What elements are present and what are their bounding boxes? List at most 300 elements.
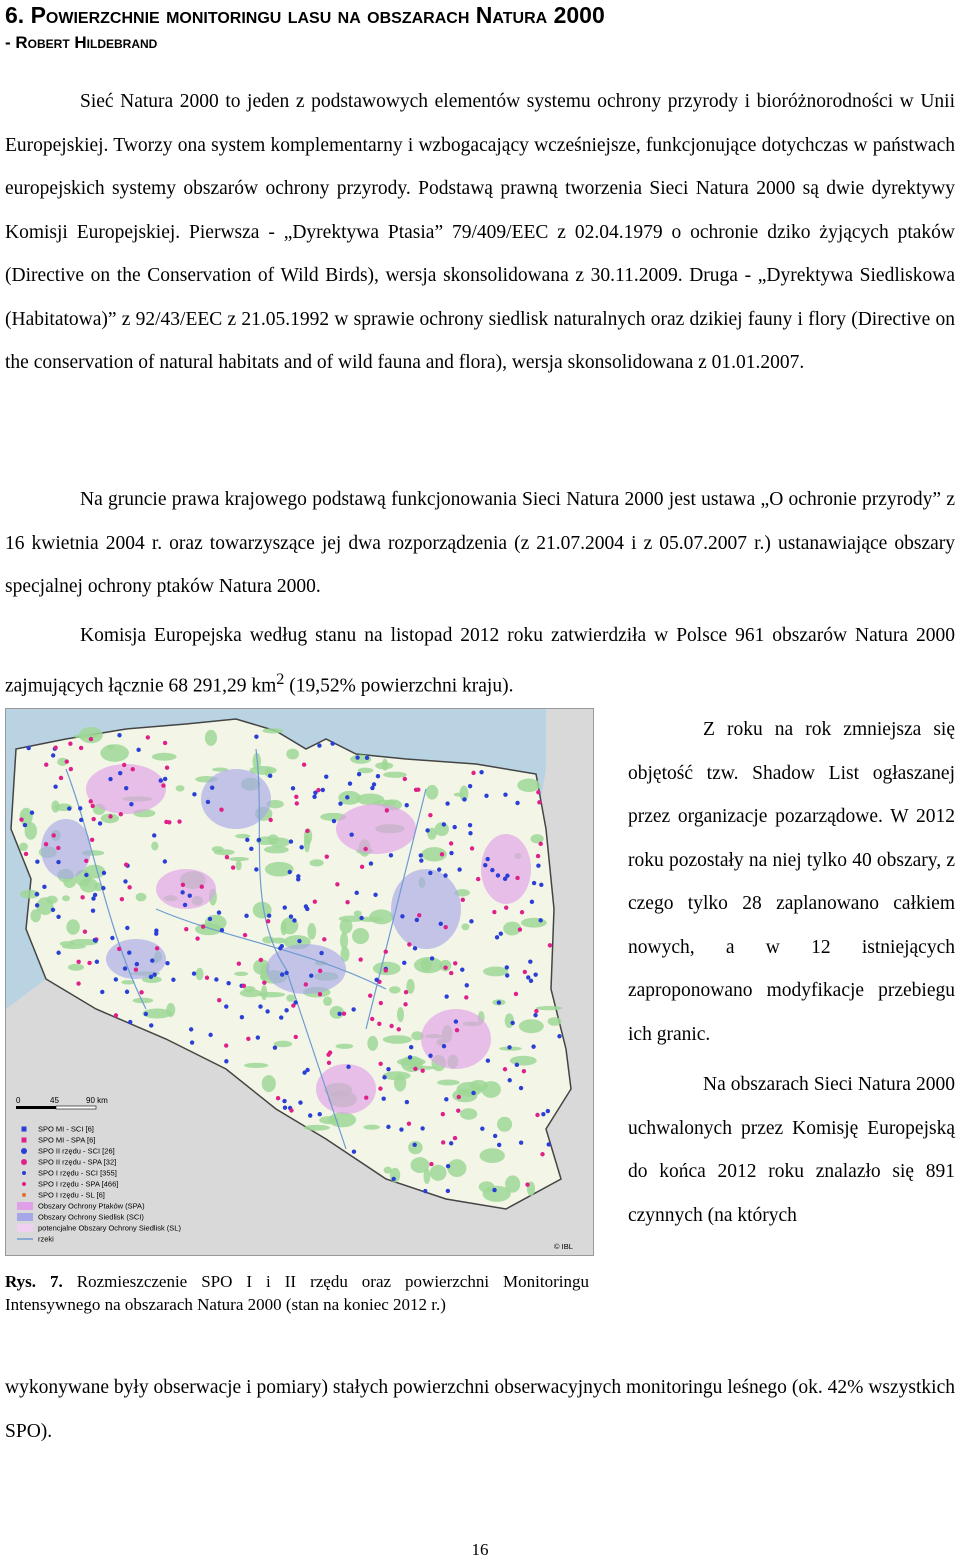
legend-swatch xyxy=(21,1148,27,1154)
spo-point xyxy=(123,879,127,883)
spo-point xyxy=(423,1189,427,1193)
spo-point xyxy=(360,865,364,869)
spo-point xyxy=(321,788,325,792)
spo-point xyxy=(348,781,352,785)
spo-point xyxy=(262,980,266,984)
spo-point xyxy=(405,1100,409,1104)
spo-point xyxy=(440,852,444,856)
spo-point xyxy=(480,1126,484,1130)
legend-swatch xyxy=(17,1202,33,1210)
figure-caption xyxy=(5,1270,589,1316)
spo-point xyxy=(243,933,247,937)
page-number: 16 xyxy=(471,1540,489,1559)
spo-point xyxy=(317,743,321,747)
forest-patch xyxy=(447,1159,466,1177)
spo-point xyxy=(519,1086,523,1090)
forest-patch xyxy=(261,985,267,1000)
spo-point xyxy=(439,922,443,926)
forest-patch xyxy=(100,744,129,762)
spo-point xyxy=(414,788,418,792)
spo-point xyxy=(309,973,313,977)
forest-patch xyxy=(483,966,508,976)
spo-point xyxy=(495,935,499,939)
spo-point xyxy=(256,1035,260,1039)
spo-point xyxy=(449,841,453,845)
spo-point xyxy=(128,1020,132,1024)
spo-point xyxy=(537,800,541,804)
spo-point xyxy=(56,860,60,864)
spo-point xyxy=(337,1012,341,1016)
spo-point xyxy=(108,777,112,781)
spo-point xyxy=(419,858,423,862)
spo-point xyxy=(533,972,537,976)
legend-swatch xyxy=(21,1159,27,1165)
spo-point xyxy=(508,1078,512,1082)
spo-point xyxy=(249,847,253,851)
spo-point xyxy=(294,795,298,799)
spo-point xyxy=(529,979,533,983)
spo-point xyxy=(381,1096,385,1100)
spo-point xyxy=(468,823,472,827)
spo-point xyxy=(483,863,487,867)
spo-point xyxy=(378,1086,382,1090)
spo-point xyxy=(282,1099,286,1103)
forest-patch xyxy=(383,772,407,778)
spo-point xyxy=(505,973,509,977)
spo-point xyxy=(518,927,522,931)
spo-point xyxy=(220,928,224,932)
spo-point xyxy=(316,788,320,792)
spo-point xyxy=(171,978,175,982)
forest-patch xyxy=(229,857,249,861)
chapter-author: - Robert Hildebrand xyxy=(5,33,158,52)
spo-point xyxy=(149,1023,153,1027)
forest-patch xyxy=(106,745,114,749)
spo-point xyxy=(291,786,295,790)
forest-patch xyxy=(410,1157,429,1173)
spo-point xyxy=(402,961,406,965)
forest-patch xyxy=(236,860,242,870)
spo-point xyxy=(91,909,95,913)
spo-point xyxy=(289,914,293,918)
forest-patch xyxy=(479,1181,495,1192)
spo-point xyxy=(455,1028,459,1032)
spo-point xyxy=(165,961,169,965)
paragraph-commission xyxy=(5,614,955,708)
scale-segment-2 xyxy=(56,1106,96,1109)
spo-point xyxy=(535,1113,539,1117)
spo-point xyxy=(91,817,95,821)
spo-point xyxy=(557,1034,561,1038)
legend-label: SPO I rzędu - SCI [355] xyxy=(38,1168,117,1178)
spo-point xyxy=(346,1065,350,1069)
spo-point xyxy=(284,1008,288,1012)
forest-patch xyxy=(505,1013,514,1028)
spo-point xyxy=(452,825,456,829)
spo-point xyxy=(363,847,367,851)
spo-point xyxy=(327,1061,331,1065)
legend-label: SPO I rzędu - SPA [466] xyxy=(38,1179,119,1189)
spo-point xyxy=(114,977,118,981)
spo-point xyxy=(67,806,71,810)
spo-point xyxy=(208,1033,212,1037)
spo-point xyxy=(65,759,69,763)
spo-point xyxy=(217,998,221,1002)
spo-point xyxy=(135,962,139,966)
spo-point xyxy=(520,910,524,914)
spo-point xyxy=(118,771,122,775)
legend-label: SPO II rzędu - SPA [32] xyxy=(38,1157,117,1167)
protected-area xyxy=(41,819,91,879)
spo-point xyxy=(288,870,292,874)
chapter-heading xyxy=(5,0,955,56)
spo-point xyxy=(407,942,411,946)
forest-patch xyxy=(286,749,299,760)
spo-point xyxy=(298,1100,302,1104)
spo-point xyxy=(318,969,322,973)
spo-point xyxy=(373,893,377,897)
spo-point xyxy=(294,1035,298,1039)
spo-point xyxy=(69,767,73,771)
spo-point xyxy=(280,972,284,976)
spo-point xyxy=(345,900,349,904)
spo-point xyxy=(420,1068,424,1072)
spo-point xyxy=(76,960,80,964)
spo-point xyxy=(123,966,127,970)
spo-point xyxy=(200,885,204,889)
spo-point xyxy=(181,883,185,887)
spo-point xyxy=(125,990,129,994)
paragraph-3-end: (19,52% powierzchni kraju). xyxy=(284,675,514,696)
spo-point xyxy=(139,990,143,994)
spo-point xyxy=(355,891,359,895)
spo-point xyxy=(52,833,56,837)
forest-patch xyxy=(68,964,84,971)
spo-point xyxy=(445,801,449,805)
spo-point xyxy=(372,782,376,786)
spo-point xyxy=(318,1112,322,1116)
spo-point xyxy=(296,874,300,878)
spo-point xyxy=(444,925,448,929)
spo-point xyxy=(493,1134,497,1138)
forest-patch xyxy=(205,730,217,746)
spo-point xyxy=(79,818,83,822)
spo-point xyxy=(364,1095,368,1099)
protected-area xyxy=(421,1009,491,1069)
forest-patch xyxy=(244,1063,268,1068)
side-paragraph-2: Na obszarach Sieci Natura 2000 uchwalonych przez Komisję Europejską do końca 2012 roku znalazło się 891 czynnych (na których xyxy=(628,1074,955,1226)
spo-point xyxy=(335,882,339,886)
spo-point xyxy=(149,975,153,979)
spo-point xyxy=(413,1067,417,1071)
spo-point xyxy=(237,961,241,965)
spo-point xyxy=(318,992,322,996)
spo-point xyxy=(254,735,258,739)
spo-point xyxy=(400,914,404,918)
spo-point xyxy=(359,916,363,920)
forest-patch xyxy=(460,1108,477,1119)
spo-point xyxy=(345,795,349,799)
forest-patch xyxy=(481,1081,501,1098)
spo-point xyxy=(146,735,150,739)
spo-point xyxy=(531,1044,535,1048)
spo-point xyxy=(385,808,389,812)
paragraph-2: Na gruncie prawa krajowego podstawą funkcjonowania Sieci Natura 2000 jest ustawa „O ochronie przyrody” z 16 kwietnia 2004 r. oraz towarzyszące jej dwa rozporządzenia (z 21.07.2004 i z 05.07.2007 r.) ustanawiające obszary specjalnej ochrony ptaków Natura 2000. xyxy=(5,489,955,597)
spo-point xyxy=(386,1125,390,1129)
forest-patch xyxy=(519,1019,544,1033)
scale-segment-1 xyxy=(16,1106,56,1109)
spo-point xyxy=(453,1136,457,1140)
spo-point xyxy=(136,748,140,752)
spo-point xyxy=(273,1045,277,1049)
spo-point xyxy=(540,1152,544,1156)
forest-patch xyxy=(62,895,70,901)
spo-point xyxy=(505,965,509,969)
forest-patch xyxy=(367,1036,378,1051)
forest-patch xyxy=(328,1112,356,1127)
spo-point xyxy=(127,885,131,889)
spo-point xyxy=(83,930,87,934)
forest-patch xyxy=(548,1017,562,1026)
spo-point xyxy=(283,1105,287,1109)
spo-point xyxy=(443,965,447,969)
forest-patch xyxy=(336,1044,354,1049)
protected-area xyxy=(481,834,531,904)
spo-point xyxy=(449,851,453,855)
spo-point xyxy=(224,1004,228,1008)
spo-point xyxy=(35,903,39,907)
spo-point xyxy=(124,862,128,866)
spo-point xyxy=(44,842,48,846)
spo-point xyxy=(428,1054,432,1058)
spo-point xyxy=(368,994,372,998)
forest-patch xyxy=(437,1080,460,1086)
spo-point xyxy=(150,958,154,962)
spo-point xyxy=(23,823,27,827)
legend-label: SPO I rzędu - SL [6] xyxy=(38,1190,105,1200)
spo-point xyxy=(461,898,465,902)
spo-point xyxy=(453,961,457,965)
spo-point xyxy=(78,806,82,810)
forest-patch xyxy=(304,1125,330,1131)
spo-point xyxy=(497,1143,501,1147)
spo-point xyxy=(217,910,221,914)
legend-swatch xyxy=(22,1127,27,1132)
spo-point xyxy=(53,746,57,750)
spo-point xyxy=(155,946,159,950)
spo-point xyxy=(231,865,235,869)
forest-patch xyxy=(480,1148,505,1163)
spo-point xyxy=(515,876,519,880)
spo-point xyxy=(443,873,447,877)
forest-patch xyxy=(307,923,316,940)
spo-point xyxy=(417,913,421,917)
spo-point xyxy=(536,863,540,867)
spo-point xyxy=(293,1000,297,1004)
spo-point xyxy=(404,990,408,994)
forest-patch xyxy=(176,785,185,792)
legend-label: rzeki xyxy=(38,1234,54,1244)
spo-point xyxy=(471,771,475,775)
spo-point xyxy=(399,1127,403,1131)
spo-point xyxy=(441,1112,445,1116)
spo-point xyxy=(528,959,532,963)
spo-point xyxy=(522,1069,526,1073)
map-legend xyxy=(14,1121,204,1251)
legend-label: SPO MI - SCI [6] xyxy=(38,1124,94,1134)
spo-point xyxy=(226,981,230,985)
spo-point xyxy=(319,951,323,955)
forest-patch xyxy=(323,996,332,1005)
spo-point xyxy=(485,857,489,861)
spo-point xyxy=(515,801,519,805)
spo-point xyxy=(428,813,432,817)
spo-point xyxy=(125,926,129,930)
spo-point xyxy=(44,763,48,767)
spo-point xyxy=(437,867,441,871)
spo-point xyxy=(428,871,432,875)
spo-point xyxy=(56,951,60,955)
spo-point xyxy=(214,977,218,981)
forest-patch xyxy=(196,968,204,980)
natura-map-figure xyxy=(5,708,594,1256)
spo-point xyxy=(117,947,121,951)
spo-point xyxy=(144,1012,148,1016)
spo-point xyxy=(108,814,112,818)
forest-patch xyxy=(66,919,79,934)
spo-point xyxy=(342,1012,346,1016)
spo-point xyxy=(454,1019,458,1023)
spo-point xyxy=(536,790,540,794)
spo-point xyxy=(534,1009,538,1013)
spo-point xyxy=(24,852,28,856)
spo-point xyxy=(526,975,530,979)
spo-point xyxy=(530,900,534,904)
spo-point xyxy=(192,792,196,796)
spo-point xyxy=(102,871,106,875)
legend-swatch xyxy=(22,1182,26,1186)
spo-point xyxy=(325,855,329,859)
scale-label-0: 0 xyxy=(16,1096,21,1105)
spo-point xyxy=(201,925,205,929)
spo-point xyxy=(163,741,167,745)
forest-patch xyxy=(262,1075,276,1092)
figure-caption-text: Rozmieszczenie SPO I i II rzędu oraz powierzchni Monitoringu Intensywnego na obszarach Natura 2000 (stan na koniec 2012 r.) xyxy=(5,1272,590,1314)
spo-point xyxy=(328,1050,332,1054)
spo-point xyxy=(446,1189,450,1193)
spo-point xyxy=(100,990,104,994)
spo-point xyxy=(258,1004,262,1008)
spo-point xyxy=(449,971,453,975)
spo-point xyxy=(163,777,167,781)
spo-point xyxy=(284,971,288,975)
spo-point xyxy=(449,1141,453,1145)
spo-point xyxy=(279,1015,283,1019)
spo-point xyxy=(389,1024,393,1028)
spo-point xyxy=(265,1009,269,1013)
spo-point xyxy=(98,821,102,825)
spo-point xyxy=(324,775,328,779)
spo-point xyxy=(208,917,212,921)
forest-patch xyxy=(510,1056,537,1066)
spo-point xyxy=(419,853,423,857)
forest-patch xyxy=(60,941,75,946)
spo-point xyxy=(374,978,378,982)
spo-point xyxy=(313,899,317,903)
spo-point xyxy=(30,811,34,815)
spo-point xyxy=(42,885,46,889)
paragraph-law xyxy=(5,478,955,609)
forest-patch xyxy=(267,834,278,844)
spo-point xyxy=(468,831,472,835)
spo-point xyxy=(539,883,543,887)
forest-patch xyxy=(383,1035,412,1044)
spo-point xyxy=(378,1062,382,1066)
forest-patch xyxy=(356,794,384,805)
forest-patch xyxy=(397,1007,404,1022)
forest-patch xyxy=(389,986,401,993)
forest-patch xyxy=(152,753,177,761)
spo-point xyxy=(503,1067,507,1071)
forest-patch xyxy=(354,910,362,916)
spo-point xyxy=(538,918,542,922)
spo-point xyxy=(442,822,446,826)
legend-label: SPO MI - SPA [6] xyxy=(38,1135,96,1145)
scale-label-45: 45 xyxy=(50,1096,59,1105)
spo-point xyxy=(460,968,464,972)
spo-point xyxy=(129,802,133,806)
spo-point xyxy=(457,867,461,871)
spo-point xyxy=(405,803,409,807)
forest-patch xyxy=(271,938,286,944)
map-credit: © IBL xyxy=(554,1242,573,1251)
spo-point xyxy=(114,1013,118,1017)
spo-point xyxy=(152,973,156,977)
forest-patch xyxy=(414,957,443,973)
spo-point xyxy=(84,873,88,877)
spo-point xyxy=(519,1141,523,1145)
spo-point xyxy=(289,1108,293,1112)
spo-point xyxy=(322,937,326,941)
spo-point xyxy=(420,1126,424,1130)
spo-point xyxy=(525,1182,529,1186)
spo-point xyxy=(242,984,246,988)
spo-point xyxy=(87,961,91,965)
spo-point xyxy=(266,919,270,923)
spo-point xyxy=(479,770,483,774)
spo-point xyxy=(312,795,316,799)
forest-patch xyxy=(426,785,438,800)
spo-point xyxy=(444,1097,448,1101)
spo-point xyxy=(462,797,466,801)
spo-point xyxy=(355,755,359,759)
spo-point xyxy=(19,817,23,821)
legend-label: Obszary Ochrony Ptaków (SPA) xyxy=(38,1201,145,1211)
protected-area xyxy=(106,939,166,979)
spo-point xyxy=(163,859,167,863)
spo-point xyxy=(80,895,84,899)
spo-point xyxy=(297,939,301,943)
legend-swatch xyxy=(17,1224,33,1232)
spo-point xyxy=(131,767,135,771)
spo-point xyxy=(177,819,181,823)
spo-point xyxy=(548,943,552,947)
spo-point xyxy=(154,931,158,935)
spo-point xyxy=(289,839,293,843)
spo-point xyxy=(219,807,223,811)
legend-swatch xyxy=(22,1193,26,1197)
spo-point xyxy=(457,1095,461,1099)
